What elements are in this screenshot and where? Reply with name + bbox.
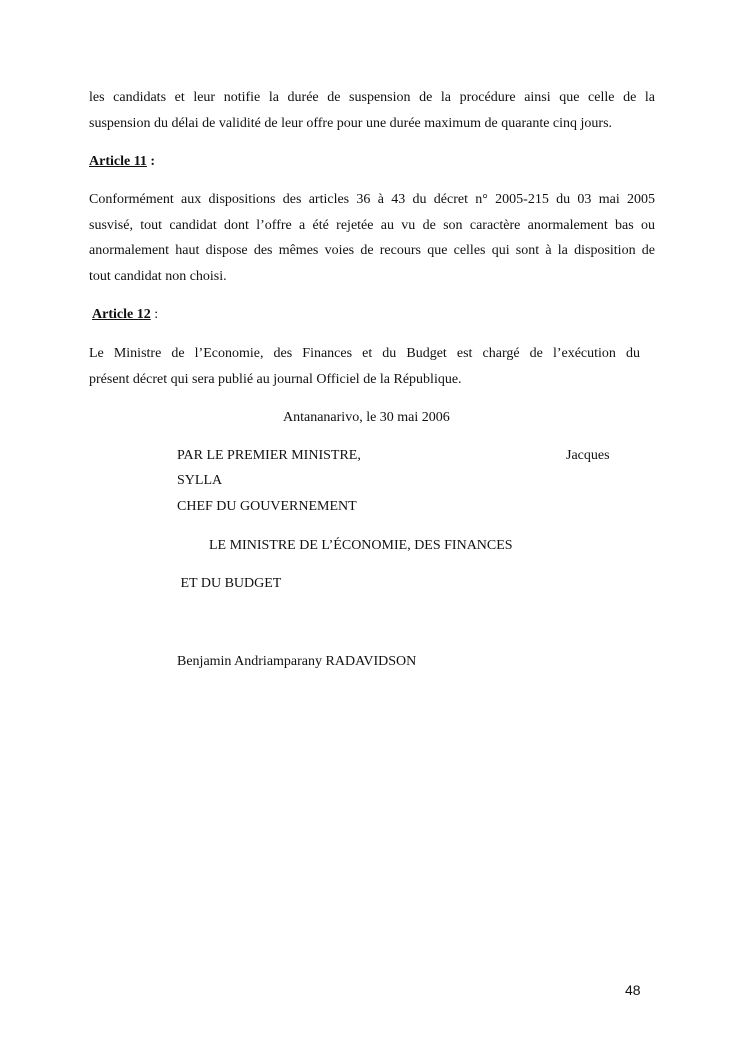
article-11-heading: Article 11 (89, 154, 147, 169)
minister-title-line-1: LE MINISTRE DE L’ÉCONOMIE, DES FINANCES (209, 538, 513, 553)
prime-minister-first-name: Jacques (566, 448, 610, 463)
article-12-heading-block (92, 307, 158, 323)
prime-minister-title: CHEF DU GOUVERNEMENT (177, 499, 357, 514)
article-11-line-2: susvisé, tout candidat dont l’offre a été rejetée au vu de son caractère anormalement bas ou (89, 218, 655, 233)
minister-name: Benjamin Andriamparany RADAVIDSON (177, 654, 417, 669)
article-11-heading-block (89, 154, 155, 170)
article-12-line-1: Le Ministre de l’Economie, des Finances et du Budget est chargé de l’exécution du (89, 346, 640, 361)
prime-minister-line: PAR LE PREMIER MINISTRE, (177, 448, 361, 463)
minister-title-line-2: ET DU BUDGET (177, 576, 282, 591)
article-11-line-1: Conformément aux dispositions des articles 36 à 43 du décret n° 2005-215 du 03 mai 2005 (89, 192, 655, 207)
article-12-line-2: présent décret qui sera publié au journal Officiel de la République. (89, 372, 462, 387)
article-12-colon: : (150, 307, 159, 322)
continuation-line-1: les candidats et leur notifie la durée de suspension de la procédure ainsi que celle de la (89, 90, 655, 105)
prime-minister-last-name: SYLLA (177, 473, 223, 488)
article-11-line-3: anormalement haut dispose des mêmes voies de recours que celles qui sont à la disposition de (89, 243, 655, 258)
page-number: 48 (625, 982, 641, 998)
continuation-line-2: suspension du délai de validité de leur offre pour une durée maximum de quarante cinq jours. (89, 116, 613, 131)
article-11-colon: : (146, 154, 156, 169)
place-and-date: Antananarivo, le 30 mai 2006 (283, 410, 450, 425)
article-12-heading: Article 12 (92, 307, 151, 322)
article-11-line-4: tout candidat non choisi. (89, 269, 227, 284)
